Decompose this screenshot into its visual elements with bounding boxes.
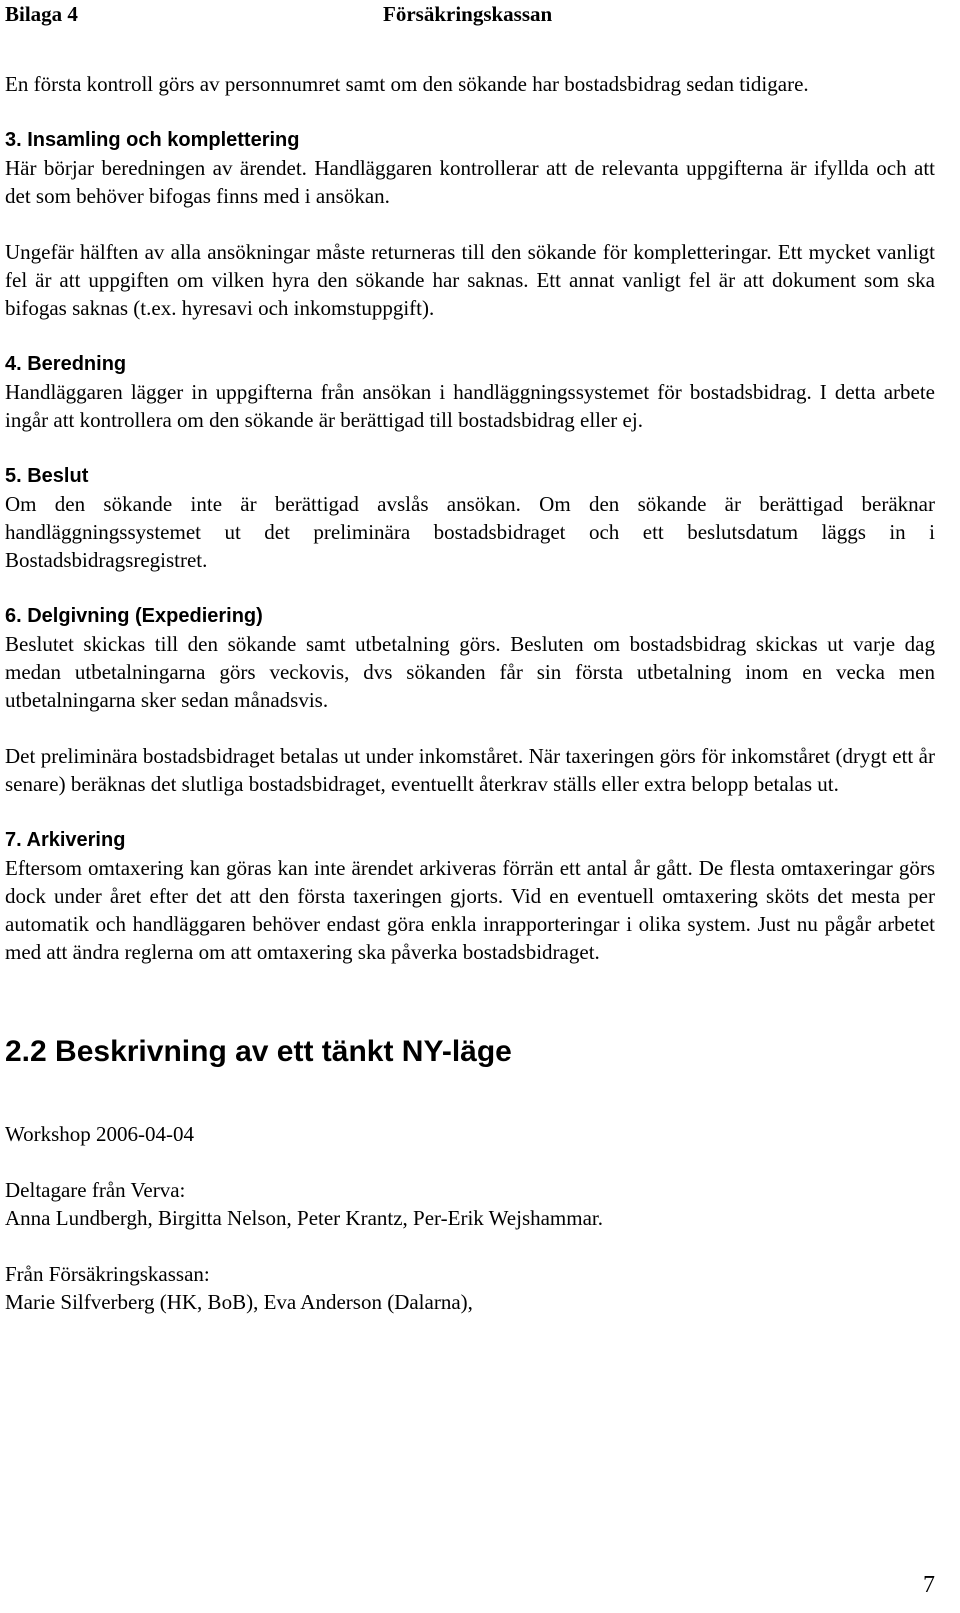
section-4-paragraph-1: Handläggaren lägger in uppgifterna från ansökan i handläggningssystemet för bostadsbidrag. I detta arbete ingår att kontrollera om den sökande är berättigad till bostadsbidrag eller ej. <box>5 380 935 432</box>
section-5-paragraph-1: Om den sökande inte är berättigad avslås ansökan. Om den sökande är berättigad beräknar handläggningssystemet ut det preliminära bostadsbidraget och ett beslutsdatum läggs in i Bostadsbidragsregistret. <box>5 492 935 572</box>
section-3-paragraph-1: Här börjar beredningen av ärendet. Handläggaren kontrollerar att de relevanta uppgifterna är ifyllda och att det som behöver bifogas finns med i ansökan. <box>5 156 935 208</box>
appendix-label: Bilaga 4 <box>5 2 78 26</box>
document-page <box>5 0 935 1316</box>
intro-paragraph: En första kontroll görs av personnumret samt om den sökande har bostadsbidrag sedan tidigare. <box>5 72 809 96</box>
verva-participants-label: Deltagare från Verva: <box>5 1178 186 1202</box>
section-3-heading: 3. Insamling och komplettering <box>5 129 300 151</box>
verva-participants: Anna Lundbergh, Birgitta Nelson, Peter Krantz, Per-Erik Wejshammar. <box>5 1206 604 1230</box>
page-number: 7 <box>923 1572 935 1598</box>
section-4-heading: 4. Beredning <box>5 353 127 375</box>
fk-participants: Marie Silfverberg (HK, BoB), Eva Anderson (Dalarna), <box>5 1290 473 1314</box>
page-header <box>5 0 935 30</box>
section-7-heading: 7. Arkivering <box>5 829 126 851</box>
fk-participants-label: Från Försäkringskassan: <box>5 1262 210 1286</box>
section-6-paragraph-1: Beslutet skickas till den sökande samt utbetalning görs. Besluten om bostadsbidrag skickas ut varje dag medan utbetalningarna görs veckovis, dvs sökanden får sin första utbetalning inom en vecka men utbetalningarna sker sedan månadsvis. <box>5 632 935 712</box>
organization-name: Försäkringskassan <box>383 2 553 26</box>
section-6-heading: 6. Delgivning (Expediering) <box>5 605 263 627</box>
section-7-paragraph-1: Eftersom omtaxering kan göras kan inte ärendet arkiveras förrän ett antal år gått. De flesta omtaxeringar görs dock under året efter det att den första taxeringen gjorts. Vid en eventuell omtaxering sköts det mesta per automatik och handläggaren behöver endast göra enkla inrapporteringar i olika system. Just nu pågår arbetet med att ändra reglerna om att omtaxering ska påverka bostadsbidraget. <box>5 856 935 964</box>
section-3-paragraph-2: Ungefär hälften av alla ansökningar måste returneras till den sökande för kompletteringar. Ett mycket vanligt fel är att uppgiften om vilken hyra den sökande har saknas. Ett annat vanligt fel är att dokument som ska bifogas saknas (t.ex. hyresavi och inkomstuppgift). <box>5 240 935 320</box>
section-5-heading: 5. Beslut <box>5 465 89 487</box>
workshop-date: Workshop 2006-04-04 <box>5 1122 195 1146</box>
section-6-paragraph-2: Det preliminära bostadsbidraget betalas ut under inkomståret. När taxeringen görs för inkomståret (drygt ett år senare) beräknas det slutliga bostadsbidraget, eventuellt återkrav ställs eller extra belopp betalas ut. <box>5 744 935 796</box>
section-2-2-heading: 2.2 Beskrivning av ett tänkt NY-läge <box>5 1035 512 1068</box>
